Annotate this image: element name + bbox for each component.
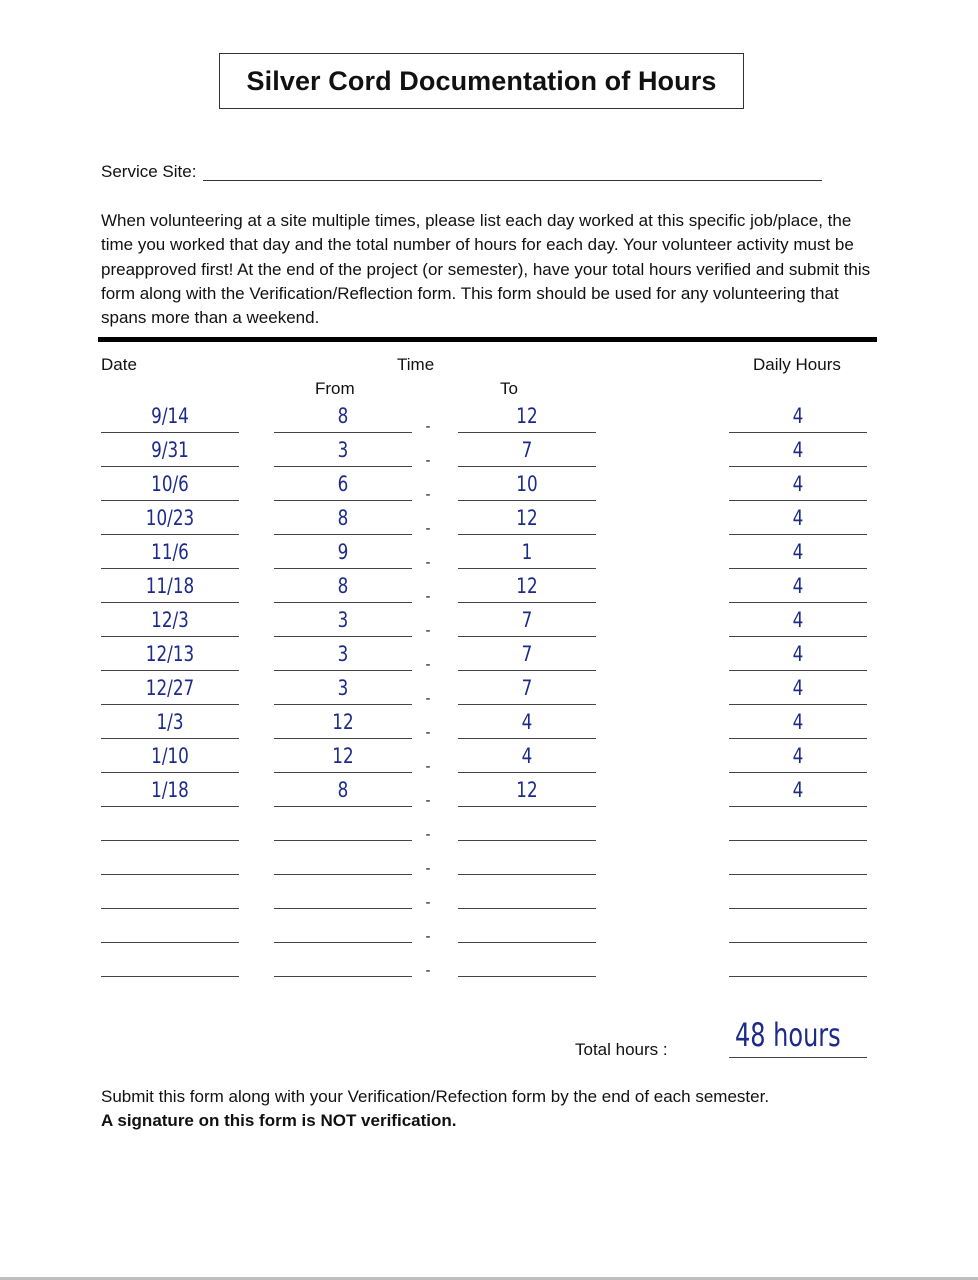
date-value: 9/31	[151, 438, 189, 462]
date-field[interactable]	[101, 602, 239, 603]
time-separator: -	[425, 452, 431, 469]
date-field[interactable]	[101, 500, 239, 501]
hours-field[interactable]	[729, 738, 867, 739]
from-field[interactable]	[274, 432, 412, 433]
from-field[interactable]	[274, 704, 412, 705]
hours-value: 4	[792, 574, 804, 598]
hours-value: 4	[792, 676, 804, 700]
date-value: 1/10	[151, 744, 189, 768]
header-date: Date	[101, 355, 137, 374]
from-field[interactable]	[274, 738, 412, 739]
to-value: 12	[516, 778, 538, 802]
hours-field[interactable]	[729, 636, 867, 637]
to-value: 1	[521, 540, 533, 564]
time-separator: -	[425, 928, 431, 945]
to-field[interactable]	[458, 432, 596, 433]
from-field[interactable]	[274, 976, 412, 977]
date-value: 10/23	[145, 506, 195, 530]
time-separator: -	[425, 894, 431, 911]
from-field[interactable]	[274, 500, 412, 501]
from-value: 8	[337, 574, 349, 598]
time-separator: -	[425, 826, 431, 843]
hours-field[interactable]	[729, 500, 867, 501]
time-separator: -	[425, 588, 431, 605]
to-value: 7	[521, 642, 533, 666]
hours-field[interactable]	[729, 908, 867, 909]
hours-field[interactable]	[729, 772, 867, 773]
to-field[interactable]	[458, 670, 596, 671]
date-field[interactable]	[101, 806, 239, 807]
date-field[interactable]	[101, 942, 239, 943]
hours-field[interactable]	[729, 942, 867, 943]
hours-field[interactable]	[729, 568, 867, 569]
date-field[interactable]	[101, 976, 239, 977]
from-field[interactable]	[274, 534, 412, 535]
from-value: 8	[337, 778, 349, 802]
from-field[interactable]	[274, 602, 412, 603]
section-divider	[98, 337, 877, 342]
date-field[interactable]	[101, 568, 239, 569]
from-field[interactable]	[274, 806, 412, 807]
to-value: 10	[516, 472, 538, 496]
hours-field[interactable]	[729, 534, 867, 535]
hours-value: 4	[792, 642, 804, 666]
to-value: 7	[521, 438, 533, 462]
time-separator: -	[425, 622, 431, 639]
date-value: 1/3	[156, 710, 184, 734]
total-hours-field[interactable]	[729, 1057, 867, 1058]
hours-value: 4	[792, 540, 804, 564]
time-separator: -	[425, 520, 431, 537]
to-field[interactable]	[458, 568, 596, 569]
to-value: 7	[521, 608, 533, 632]
time-separator: -	[425, 656, 431, 673]
from-field[interactable]	[274, 942, 412, 943]
form-title: Silver Cord Documentation of Hours	[246, 65, 717, 96]
hours-value: 4	[792, 404, 804, 428]
from-value: 12	[332, 744, 354, 768]
to-value: 4	[521, 744, 533, 768]
to-value: 4	[521, 710, 533, 734]
to-value: 12	[516, 506, 538, 530]
time-separator: -	[425, 690, 431, 707]
submit-note: Submit this form along with your Verification/Refection form by the end of each semester.	[101, 1087, 770, 1106]
to-field[interactable]	[458, 738, 596, 739]
date-field[interactable]	[101, 432, 239, 433]
time-separator: -	[425, 860, 431, 877]
time-separator: -	[425, 486, 431, 503]
hours-value: 4	[792, 506, 804, 530]
to-field[interactable]	[458, 636, 596, 637]
from-field[interactable]	[274, 636, 412, 637]
date-field[interactable]	[101, 466, 239, 467]
to-field[interactable]	[458, 874, 596, 875]
date-value: 12/13	[145, 642, 195, 666]
header-time: Time	[397, 355, 435, 374]
to-value: 7	[521, 676, 533, 700]
to-field[interactable]	[458, 976, 596, 977]
header-from: From	[315, 379, 355, 398]
date-value: 12/27	[145, 676, 195, 700]
to-field[interactable]	[458, 942, 596, 943]
date-value: 10/6	[151, 472, 189, 496]
hours-field[interactable]	[729, 602, 867, 603]
date-value: 11/6	[151, 540, 189, 564]
to-field[interactable]	[458, 500, 596, 501]
to-field[interactable]	[458, 466, 596, 467]
date-field[interactable]	[101, 704, 239, 705]
from-value: 8	[337, 404, 349, 428]
from-value: 6	[337, 472, 349, 496]
date-field[interactable]	[101, 772, 239, 773]
header-to: To	[500, 379, 518, 398]
time-separator: -	[425, 792, 431, 809]
to-value: 12	[516, 404, 538, 428]
from-field[interactable]	[274, 908, 412, 909]
hours-field[interactable]	[729, 806, 867, 807]
from-value: 3	[337, 438, 349, 462]
hours-field[interactable]	[729, 466, 867, 467]
service-site-label: Service Site:	[101, 162, 197, 181]
to-field[interactable]	[458, 534, 596, 535]
form-title-box	[219, 53, 744, 109]
from-field[interactable]	[274, 772, 412, 773]
hours-field[interactable]	[729, 840, 867, 841]
hours-value: 4	[792, 608, 804, 632]
time-separator: -	[425, 758, 431, 775]
from-field[interactable]	[274, 670, 412, 671]
hours-field[interactable]	[729, 704, 867, 705]
hours-value: 4	[792, 438, 804, 462]
from-field[interactable]	[274, 840, 412, 841]
from-value: 9	[337, 540, 349, 564]
to-field[interactable]	[458, 704, 596, 705]
to-field[interactable]	[458, 840, 596, 841]
hours-field[interactable]	[729, 874, 867, 875]
to-value: 12	[516, 574, 538, 598]
instructions-paragraph: When volunteering at a site multiple times, please list each day worked at this specific job/place, the time you worked that day and the total number of hours for each day. Your volunteer activity must be preapproved first! At the end of the project (or semester), have your total hours verified and submit this form along with the Verification/Reflection form. This form should be used for any volunteering that spans more than a weekend.	[101, 211, 871, 328]
date-field[interactable]	[101, 534, 239, 535]
to-field[interactable]	[458, 908, 596, 909]
header-daily-hours: Daily Hours	[753, 355, 841, 374]
to-field[interactable]	[458, 806, 596, 807]
date-field[interactable]	[101, 738, 239, 739]
date-value: 1/18	[151, 778, 189, 802]
from-field[interactable]	[274, 466, 412, 467]
hours-field[interactable]	[729, 670, 867, 671]
date-field[interactable]	[101, 908, 239, 909]
total-hours-label: Total hours :	[575, 1040, 668, 1059]
date-field[interactable]	[101, 840, 239, 841]
date-field[interactable]	[101, 636, 239, 637]
date-field[interactable]	[101, 874, 239, 875]
time-separator: -	[425, 418, 431, 435]
hours-field[interactable]	[729, 432, 867, 433]
time-separator: -	[425, 554, 431, 571]
time-separator: -	[425, 962, 431, 979]
from-field[interactable]	[274, 568, 412, 569]
to-field[interactable]	[458, 602, 596, 603]
from-value: 8	[337, 506, 349, 530]
date-value: 12/3	[151, 608, 189, 632]
hours-field[interactable]	[729, 976, 867, 977]
signature-note: A signature on this form is NOT verification.	[101, 1111, 457, 1130]
hours-value: 4	[792, 472, 804, 496]
hours-value: 4	[792, 778, 804, 802]
from-value: 3	[337, 642, 349, 666]
to-field[interactable]	[458, 772, 596, 773]
date-field[interactable]	[101, 670, 239, 671]
from-value: 3	[337, 608, 349, 632]
from-value: 3	[337, 676, 349, 700]
from-field[interactable]	[274, 874, 412, 875]
total-hours-value: 48 hours	[735, 1016, 841, 1054]
hours-value: 4	[792, 744, 804, 768]
service-site-field[interactable]	[203, 180, 822, 181]
date-value: 11/18	[145, 574, 195, 598]
hours-value: 4	[792, 710, 804, 734]
time-separator: -	[425, 724, 431, 741]
date-value: 9/14	[151, 404, 189, 428]
from-value: 12	[332, 710, 354, 734]
